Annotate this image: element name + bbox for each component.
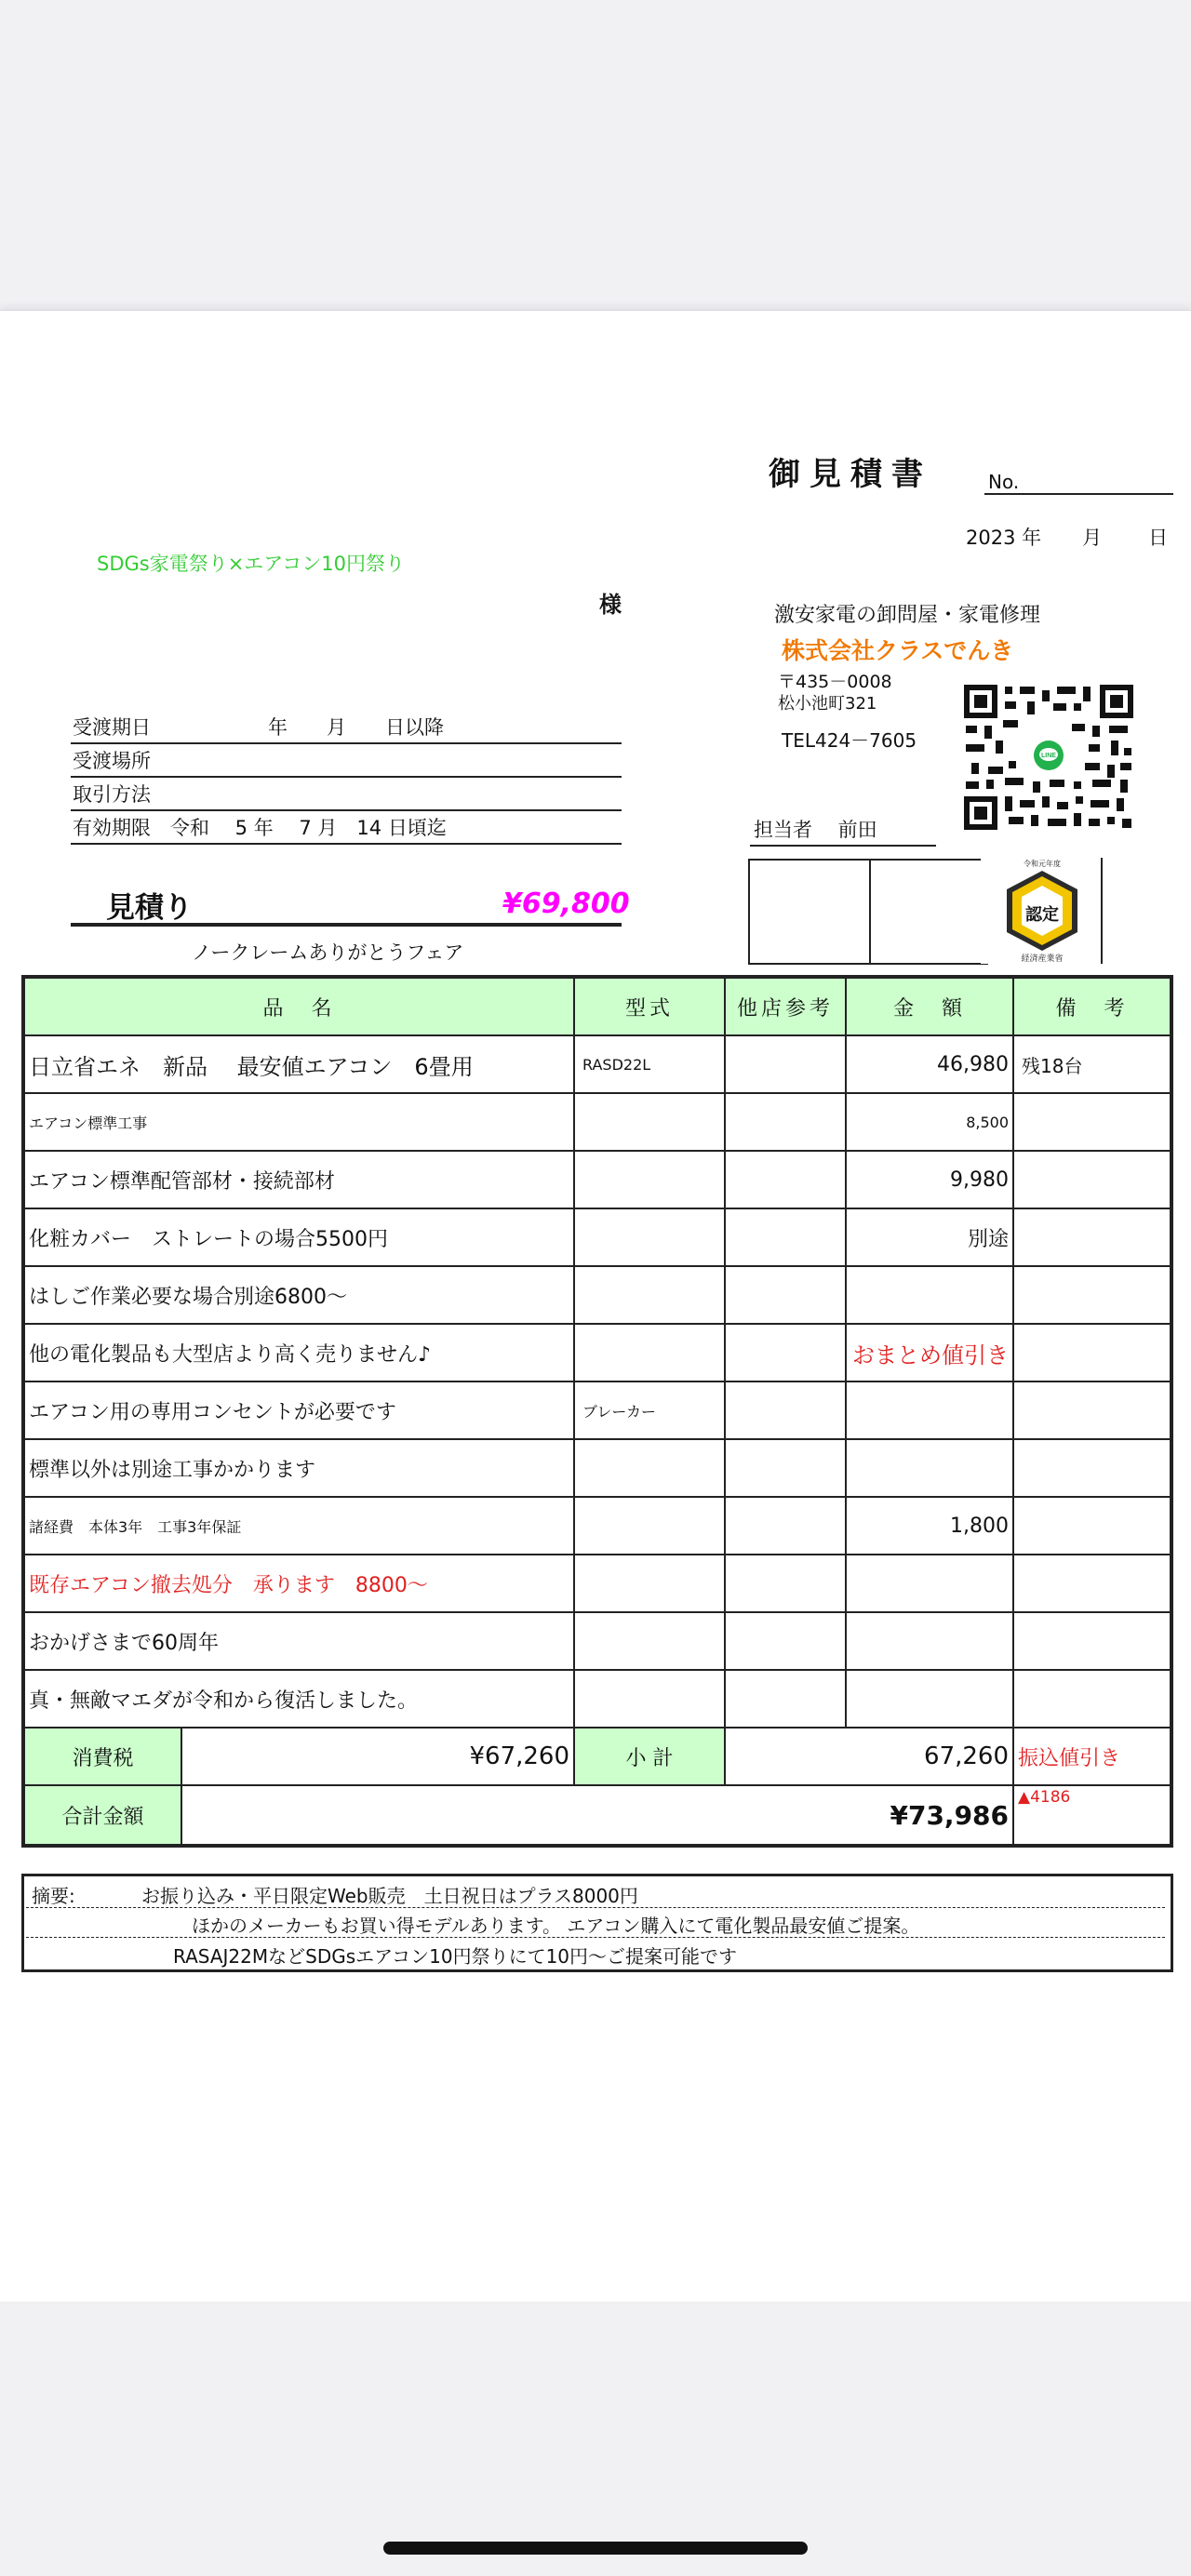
item-note-cell: 残18台 (1013, 1035, 1171, 1093)
document-title: 御見積書 (769, 456, 932, 493)
item-model-cell (574, 1439, 725, 1497)
item-note-cell (1013, 1093, 1171, 1151)
item-reference-cell (725, 1035, 846, 1093)
company-zip: 〒435－0008 (778, 672, 892, 692)
item-name-cell: エアコン標準配管部材・接続部材 (23, 1151, 574, 1208)
svg-text:LINE: LINE (1041, 753, 1056, 759)
header-amount: 金 額 (846, 977, 1013, 1035)
fair-title: ノークレームありがとうフェア (192, 941, 464, 964)
notes-line-1: お振り込み・平日限定Web販売 土日祝日はプラス8000円 (141, 1885, 638, 1907)
item-model-cell (574, 1093, 725, 1151)
item-reference-cell (725, 1381, 846, 1439)
item-note-cell (1013, 1381, 1171, 1439)
item-amount-cell (846, 1381, 1013, 1439)
item-model-cell (574, 1208, 725, 1266)
item-model-cell (574, 1324, 725, 1381)
header-note: 備 考 (1013, 977, 1171, 1035)
item-reference-cell (725, 1439, 846, 1497)
item-note-cell (1013, 1497, 1171, 1555)
item-reference-cell (725, 1324, 846, 1381)
table-row (23, 1555, 1171, 1612)
tax-row (23, 1728, 1171, 1785)
company-name: 株式会社クラスでんき (782, 637, 1014, 664)
item-note-cell (1013, 1670, 1171, 1728)
item-name-cell: 他の電化製品も大型店より高く売りません♪ (23, 1324, 574, 1381)
item-reference-cell (725, 1612, 846, 1670)
tax-value: ¥67,260 (181, 1728, 574, 1785)
item-name-cell: 諸経費 本体3年 工事3年保証 (23, 1497, 574, 1555)
item-name-cell: はしご作業必要な場合別途6800～ (23, 1266, 574, 1324)
item-amount-cell: 1,800 (846, 1497, 1013, 1555)
field-delivery-date: 受渡期日 年 月 日以降 (71, 711, 622, 744)
field-expiry: 有効期限 令和 5 年 7 月 14 日頃迄 (71, 811, 622, 845)
table-row (23, 1324, 1171, 1381)
item-model-cell: ブレーカー (574, 1381, 725, 1439)
transfer-discount-label: 振込値引き (1013, 1728, 1171, 1785)
company-address: 松小池町321 (778, 694, 877, 714)
campaign-title: SDGs家電祭り×エアコン10円祭り (97, 553, 405, 575)
item-reference-cell (725, 1208, 846, 1266)
field-delivery-place: 受渡場所 (71, 744, 622, 778)
item-amount-cell (846, 1612, 1013, 1670)
company-tagline: 激安家電の卸問屋・家電修理 (774, 604, 1041, 627)
item-model-cell (574, 1266, 725, 1324)
item-note-cell (1013, 1612, 1171, 1670)
subtotal-label: 小 計 (574, 1728, 725, 1785)
item-model-cell (574, 1151, 725, 1208)
estimate-document (0, 310, 1191, 2302)
cert-badge-text: 認定 (1025, 905, 1059, 925)
company-tel: TEL424－7605 (782, 729, 917, 752)
table-row (23, 1381, 1171, 1439)
table-row (23, 1151, 1171, 1208)
notes-line-3: RASAJ22MなどSDGsエアコン10円祭りにて10円～ご提案可能です (173, 1945, 738, 1968)
item-model-cell (574, 1612, 725, 1670)
item-model-cell (574, 1497, 725, 1555)
line-icon (1034, 741, 1064, 770)
table-row (23, 1497, 1171, 1555)
item-name-cell: エアコン標準工事 (23, 1093, 574, 1151)
item-reference-cell (725, 1670, 846, 1728)
item-name-cell: おかげさまで60周年 (23, 1612, 574, 1670)
item-amount-cell (846, 1266, 1013, 1324)
item-name-cell: 既存エアコン撤去処分 承ります 8800～ (23, 1555, 574, 1612)
estimate-amount: ¥69,800 (502, 888, 630, 920)
table-header-row (23, 977, 1171, 1035)
item-note-cell (1013, 1266, 1171, 1324)
item-name-cell: 化粧カバー ストレートの場合5500円 (23, 1208, 574, 1266)
customer-honorific: 様 (599, 592, 622, 618)
certification-badge (981, 858, 1104, 964)
table-row (23, 1670, 1171, 1728)
item-amount-cell: 8,500 (846, 1093, 1013, 1151)
cert-top-text: 令和元年度 (1024, 860, 1061, 868)
table-row (23, 1093, 1171, 1151)
item-amount-cell (846, 1555, 1013, 1612)
item-model-cell (574, 1555, 725, 1612)
item-note-cell (1013, 1151, 1171, 1208)
notes-label: 摘要: (32, 1885, 75, 1907)
item-reference-cell (725, 1497, 846, 1555)
header-item-name: 品 名 (23, 977, 574, 1035)
estimate-label: 見積り (106, 891, 193, 925)
home-indicator[interactable] (383, 2542, 808, 2555)
table-row (23, 1208, 1171, 1266)
total-label: 合計金額 (23, 1785, 181, 1846)
item-note-cell (1013, 1439, 1171, 1497)
staff-field: 担当者 前田 (750, 817, 936, 847)
item-name-cell: 標準以外は別途工事かかります (23, 1439, 574, 1497)
date-year: 2023 年 (966, 527, 1042, 549)
item-note-cell (1013, 1208, 1171, 1266)
table-row (23, 1439, 1171, 1497)
qr-code (962, 683, 1135, 832)
table-row (23, 1266, 1171, 1324)
item-reference-cell (725, 1555, 846, 1612)
table-row (23, 1035, 1171, 1093)
item-amount-cell: 別途 (846, 1208, 1013, 1266)
document-date (966, 523, 1168, 551)
discount-amount: ▲4186 (1013, 1785, 1171, 1846)
item-model-cell (574, 1670, 725, 1728)
item-amount-cell (846, 1670, 1013, 1728)
item-reference-cell (725, 1266, 846, 1324)
item-amount-cell: 46,980 (846, 1035, 1013, 1093)
item-amount-cell: おまとめ値引き (846, 1324, 1013, 1381)
item-name-cell: 真・無敵マエダが令和から復活しました。 (23, 1670, 574, 1728)
items-table (21, 975, 1173, 1848)
table-row (23, 1612, 1171, 1670)
item-reference-cell (725, 1093, 846, 1151)
stamp-box (748, 859, 988, 965)
subtotal-value: 67,260 (725, 1728, 1013, 1785)
item-amount-cell (846, 1439, 1013, 1497)
field-payment-method: 取引方法 (71, 778, 622, 811)
notes-line-2: ほかのメーカーもお買い得モデルあります。 エアコン購入にて電化製品最安値ご提案。 (192, 1915, 920, 1937)
cert-bottom-text: 経済産業省 (1021, 954, 1064, 963)
document-number-label: No. (988, 471, 1020, 493)
item-amount-cell: 9,980 (846, 1151, 1013, 1208)
header-model: 型式 (574, 977, 725, 1035)
date-day: 日 (1148, 527, 1169, 549)
date-month: 月 (1082, 527, 1103, 549)
item-reference-cell (725, 1151, 846, 1208)
document-number-line (984, 493, 1173, 495)
item-note-cell (1013, 1324, 1171, 1381)
tax-label: 消費税 (23, 1728, 181, 1785)
item-name-cell: 日立省エネ 新品 最安値エアコン 6畳用 (23, 1035, 574, 1093)
total-value: ¥73,986 (181, 1785, 1013, 1846)
header-reference: 他店参考 (725, 977, 846, 1035)
total-row (23, 1785, 1171, 1846)
item-model-cell: RASD22L (574, 1035, 725, 1093)
item-note-cell (1013, 1555, 1171, 1612)
stamp-divider (869, 859, 871, 963)
item-name-cell: エアコン用の専用コンセントが必要です (23, 1381, 574, 1439)
